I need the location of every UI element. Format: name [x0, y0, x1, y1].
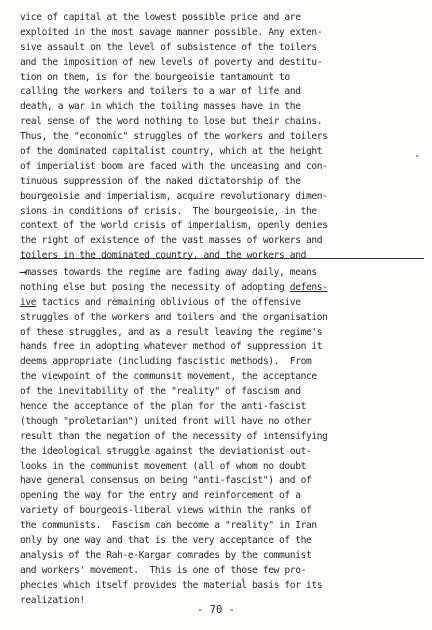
text-line: [20, 296, 424, 311]
page-number: - 70 -: [197, 604, 235, 616]
text-line: variety of bourgeois-liberal views within the ranks of: [20, 505, 312, 517]
text-line: looks in the communist movement (all of whom no doubt: [20, 460, 306, 472]
text-line: death, a war in which the toiling masses have in the: [20, 101, 301, 113]
paper-speck: [242, 578, 244, 580]
text-line: vice of capital at the lowest possible price and are: [20, 12, 301, 23]
text-line: of the inevitability of the "reality" of fascism and: [20, 386, 301, 398]
line-text: nothing else but posing the necessity of adopting: [20, 281, 290, 293]
text-block-top: [20, 11, 424, 264]
section-divider: [20, 258, 424, 259]
text-line: phecies which itself provides the material basis for its: [20, 579, 323, 591]
text-line: tinuous suppression of the naked dictatorship of the: [20, 175, 301, 187]
arrow-icon: ⟶: [20, 267, 26, 278]
text-line: hands free in adopting whatever method of suppression it: [20, 341, 323, 353]
line-text: masses towards the regime are fading away daily, means: [25, 267, 317, 278]
text-line: analysis of the Rah-e-Kargar comrades by the communist: [20, 549, 312, 561]
text-line: sions in conditions of crisis. The bourgeoisie, in the: [20, 205, 317, 217]
text-line: deems appropriate (including fascistic methods). From: [20, 356, 312, 368]
text-block-bottom: [20, 266, 424, 608]
text-line: only by one way and that is the very acceptance of the: [20, 535, 312, 547]
text-line: exploited in the most savage manner possible. Any exten-: [20, 26, 323, 38]
text-line: real sense of the word nothing to lose but their chains.: [20, 116, 323, 128]
text-line: and the imposition of new levels of poverty and destitu-: [20, 56, 323, 68]
text-line: bourgeoisie and imperialism, acquire revolutionary dimen-: [20, 190, 328, 202]
text-line: of imperialist boom are faced with the unceasing and con-: [20, 160, 328, 172]
text-line: opening the way for the entry and reinforcement of a: [20, 490, 301, 502]
text-line: the right of existence of the vast masses of workers and: [20, 235, 323, 247]
text-line: toilers in the dominated country, and the workers and: [20, 250, 306, 262]
text-line: of these struggles, and as a result leaving the regime's: [20, 326, 323, 338]
paper-speck: [416, 155, 418, 157]
text-line: [20, 266, 424, 281]
underlined-text: defens-: [289, 281, 328, 293]
text-line: context of the world crisis of imperialism, openly denies: [20, 220, 328, 232]
text-line: (though "proletarian") united front will have no other: [20, 415, 312, 427]
text-line: calling the workers and toilers to a war of life and: [20, 86, 301, 98]
text-line: of the dominated capitalist country, which at the height: [20, 146, 323, 158]
text-line: the viewpoint of the communsit movement, the acceptance: [20, 371, 317, 383]
text-line: the communists. Fascism can become a "reality" in Iran: [20, 520, 317, 532]
text-line: have general consensus on being "anti-fascist") and of: [20, 475, 312, 487]
text-line: tion on them, is for the bourgeoisie tantamount to: [20, 71, 290, 83]
text-line: realization!: [20, 594, 85, 606]
text-line: result than the negation of the necessity of intensifying: [20, 430, 328, 442]
text-line: the ideological struggle against the deviationist out-: [20, 445, 312, 457]
text-line: sive assault on the level of subsistence of the toilers: [20, 41, 317, 53]
text-line: struggles of the workers and toilers and the organisation: [20, 311, 328, 323]
line-text: tactics and remaining oblivious of the offensive: [36, 296, 301, 308]
text-line: [20, 281, 424, 296]
text-line: hence the acceptance of the plan for the anti-fascist: [20, 401, 306, 413]
text-line: Thus, the "economic" struggles of the workers and toilers: [20, 131, 328, 143]
text-line: and workers' movement. This is one of those few pro-: [20, 564, 306, 576]
underlined-text: ive: [20, 296, 37, 308]
